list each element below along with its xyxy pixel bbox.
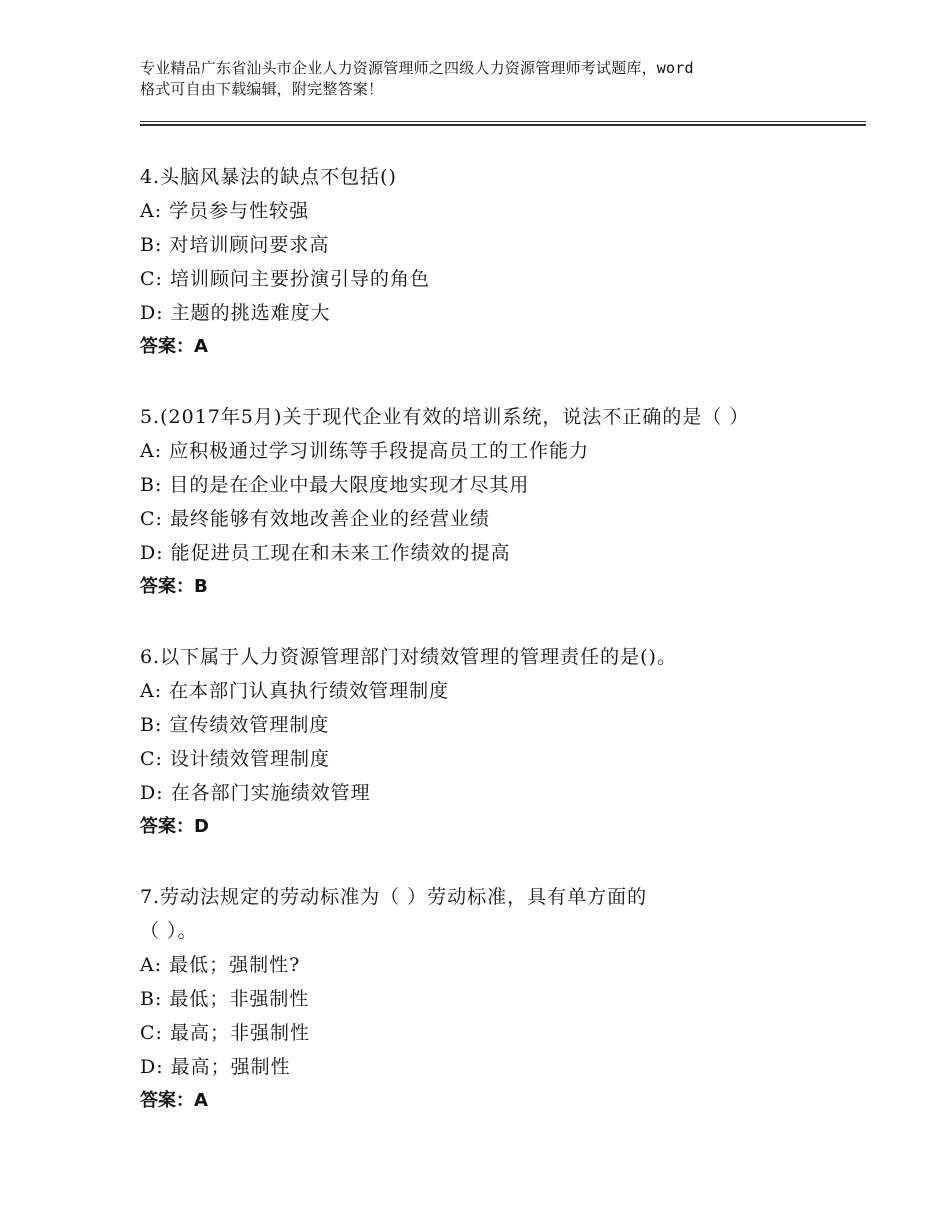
document-header <box>140 58 840 100</box>
question-6 <box>140 640 870 844</box>
question-stem-line-1: 7.劳动法规定的劳动标准为（ ）劳动标准，具有单方面的 <box>140 886 648 908</box>
header-line-2: 格式可自由下载编辑，附完整答案！ <box>140 80 384 98</box>
option-c: C: 最终能够有效地改善企业的经营业绩 <box>140 508 490 530</box>
option-b: B: 目的是在企业中最大限度地实现才尽其用 <box>140 474 530 496</box>
option-d: D: 最高；强制性 <box>140 1056 291 1078</box>
option-a: A: 在本部门认真执行绩效管理制度 <box>140 680 450 702</box>
header-divider-thick <box>140 124 866 126</box>
question-list <box>140 160 870 1154</box>
option-c: C: 最高；非强制性 <box>140 1022 310 1044</box>
answer-line: 答案：A <box>140 336 208 357</box>
question-stem: 5.(2017年5月)关于现代企业有效的培训系统，说法不正确的是（ ） <box>140 406 750 428</box>
header-line-1: 专业精品广东省汕头市企业人力资源管理师之四级人力资源管理师考试题库，word <box>140 59 694 77</box>
question-stem: 6.以下属于人力资源管理部门对绩效管理的管理责任的是()。 <box>140 646 677 668</box>
option-a: A: 应积极通过学习训练等手段提高员工的工作能力 <box>140 440 590 462</box>
question-5 <box>140 400 870 604</box>
question-stem-line-2: （ ）。 <box>140 920 198 942</box>
option-b: B: 宣传绩效管理制度 <box>140 714 330 736</box>
question-4 <box>140 160 870 364</box>
option-a: A: 最低；强制性? <box>140 954 301 976</box>
option-d: D: 主题的挑选难度大 <box>140 302 331 324</box>
question-stem: 4.头脑风暴法的缺点不包括() <box>140 166 397 188</box>
question-7 <box>140 880 870 1118</box>
option-d: D: 能促进员工现在和未来工作绩效的提高 <box>140 542 511 564</box>
answer-line: 答案：A <box>140 1090 208 1111</box>
option-a: A: 学员参与性较强 <box>140 200 310 222</box>
answer-line: 答案：D <box>140 816 209 837</box>
option-c: C: 设计绩效管理制度 <box>140 748 330 770</box>
option-b: B: 最低；非强制性 <box>140 988 310 1010</box>
option-d: D: 在各部门实施绩效管理 <box>140 782 371 804</box>
header-divider-thin <box>140 121 866 122</box>
option-c: C: 培训顾问主要扮演引导的角色 <box>140 268 430 290</box>
option-b: B: 对培训顾问要求高 <box>140 234 330 256</box>
answer-line: 答案：B <box>140 576 208 597</box>
